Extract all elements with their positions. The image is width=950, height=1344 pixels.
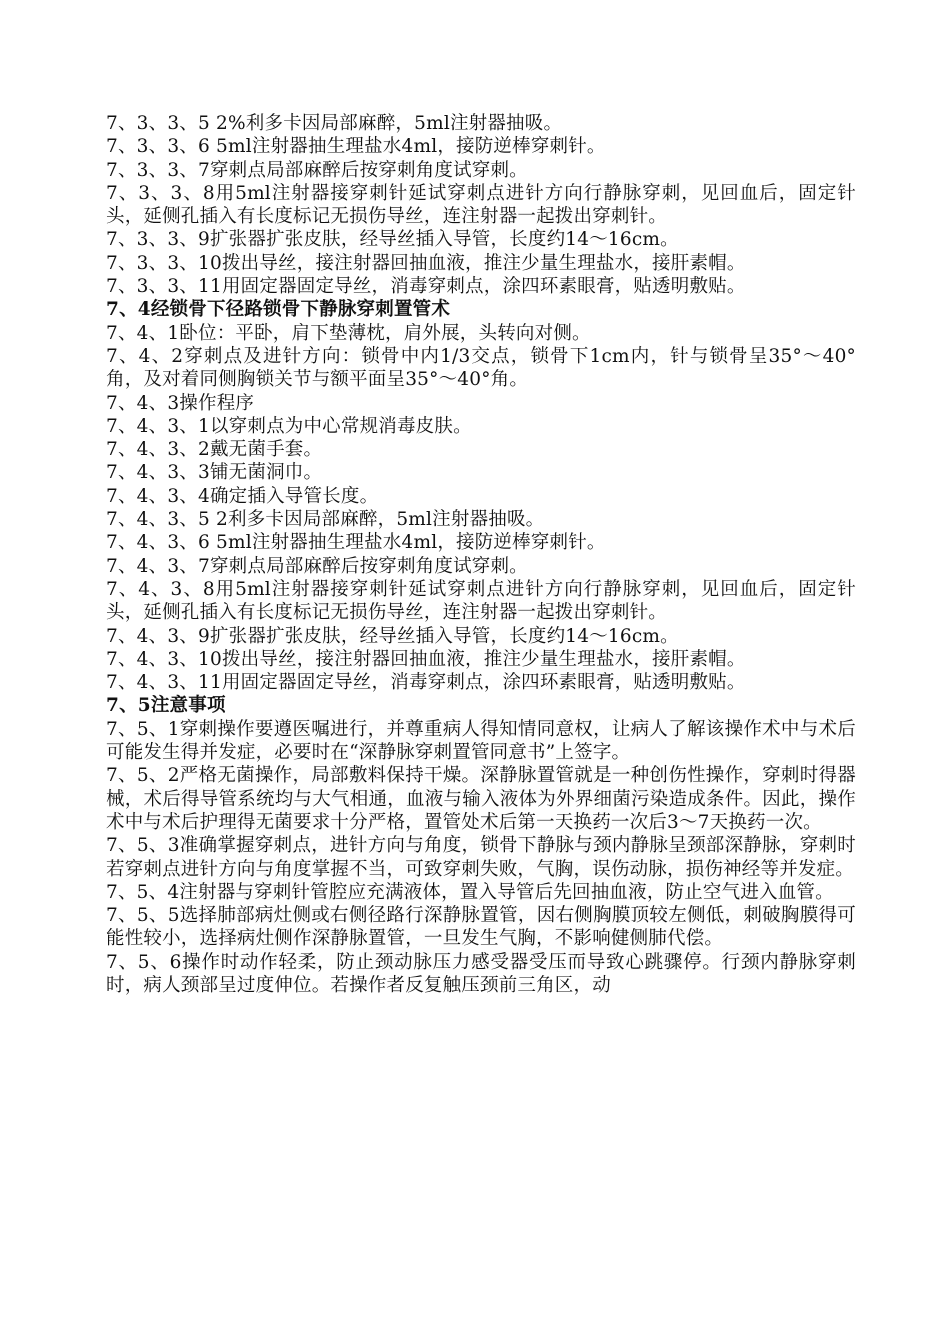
section-heading: 7、5注意事项	[106, 695, 226, 717]
body-paragraph: 7、4、3、11用固定器固定导丝，消毒穿刺点，涂四环素眼膏，贴透明敷贴。	[106, 672, 746, 694]
body-paragraph: 7、4、3、10拨出导丝，接注射器回抽血液，推注少量生理盐水，接肝素帽。	[106, 648, 746, 670]
body-paragraph: 7、4、2穿刺点及进针方向：锁骨中内1/3交点，锁骨下1cm内，针与锁骨呈35°～40°角，及对着同侧胸锁关节与额平面呈35°～40°角。	[106, 345, 856, 391]
body-paragraph: 7、5、4注射器与穿刺针管腔应充满液体，置入导管后先回抽血液，防止空气进入血管。	[106, 881, 834, 903]
body-paragraph: 7、4、3、9扩张器扩张皮肤，经导丝插入导管，长度约14～16cm。	[106, 625, 679, 647]
body-paragraph: 7、3、3、6 5ml注射器抽生理盐水4ml，接防逆棒穿刺针。	[106, 136, 606, 158]
body-paragraph: 7、3、3、7穿刺点局部麻醉后按穿刺角度试穿刺。	[106, 159, 528, 181]
body-paragraph: 7、3、3、5 2%利多卡因局部麻醉，5ml注射器抽吸。	[106, 113, 563, 134]
body-paragraph: 7、4、3、3铺无菌洞巾。	[106, 462, 323, 484]
body-paragraph: 7、3、3、10拨出导丝，接注射器回抽血液，推注少量生理盐水，接肝素帽。	[106, 252, 746, 274]
body-paragraph: 7、4、3、8用5ml注射器接穿刺针延试穿刺点进针方向行静脉穿刺，见回血后，固定针头，延侧孔插入有长度标记无损伤导丝，连注射器一起拨出穿刺针。	[106, 578, 856, 624]
body-paragraph: 7、5、5选择肺部病灶侧或右侧径路行深静脉置管，因右侧胸膜顶较左侧低，刺破胸膜得可能性较小，选择病灶侧作深静脉置管，一旦发生气胸，不影响健侧肺代偿。	[106, 905, 856, 950]
body-paragraph: 7、4、3、2戴无菌手套。	[106, 439, 323, 461]
body-paragraph: 7、4、3、5 2利多卡因局部麻醉，5ml注射器抽吸。	[106, 509, 545, 531]
body-paragraph: 7、4、3、4确定插入导管长度。	[106, 485, 379, 507]
section-heading: 7、4经锁骨下径路锁骨下静脉穿刺置管术	[106, 299, 451, 321]
body-paragraph: 7、5、2严格无菌操作，局部敷料保持干燥。深静脉置管就是一种创伤性操作，穿刺时得器械，术后得导管系统均与大气相通，血液与输入液体为外界细菌污染造成条件。因此，操作术中与术后护理得无菌要求十分严格，置管处术后第一天换药一次后3～7天换药一次。	[106, 765, 856, 833]
body-paragraph: 7、4、3操作程序	[106, 392, 255, 414]
body-paragraph: 7、5、3准确掌握穿刺点，进针方向与角度，锁骨下静脉与颈内静脉呈颈部深静脉，穿刺时若穿刺点进针方向与角度掌握不当，可致穿刺失败，气胸，误伤动脉，损伤神经等并发症。	[106, 835, 856, 880]
body-paragraph: 7、3、3、11用固定器固定导丝，消毒穿刺点，涂四环素眼膏，贴透明敷贴。	[106, 276, 746, 298]
body-paragraph: 7、3、3、9扩张器扩张皮肤，经导丝插入导管，长度约14～16cm。	[106, 229, 679, 251]
body-paragraph: 7、4、3、7穿刺点局部麻醉后按穿刺角度试穿刺。	[106, 555, 528, 577]
body-paragraph: 7、4、3、1以穿刺点为中心常规消毒皮肤。	[106, 415, 472, 437]
body-paragraph: 7、4、1卧位：平卧，肩下垫薄枕，肩外展，头转向对侧。	[106, 322, 591, 344]
body-paragraph: 7、5、6操作时动作轻柔，防止颈动脉压力感受器受压而导致心跳骤停。行颈内静脉穿刺时，病人颈部呈过度伸位。若操作者反复触压颈前三角区，动	[106, 951, 856, 996]
body-paragraph: 7、3、3、8用5ml注射器接穿刺针延试穿刺点进针方向行静脉穿刺，见回血后，固定针头，延侧孔插入有长度标记无损伤导丝，连注射器一起拨出穿刺针。	[106, 182, 856, 228]
body-paragraph: 7、4、3、6 5ml注射器抽生理盐水4ml，接防逆棒穿刺针。	[106, 532, 606, 554]
document-page	[106, 112, 856, 997]
body-paragraph: 7、5、1穿刺操作要遵医嘱进行，并尊重病人得知情同意权，让病人了解该操作术中与术后可能发生得并发症，必要时在“深静脉穿刺置管同意书”上签字。	[106, 718, 856, 764]
